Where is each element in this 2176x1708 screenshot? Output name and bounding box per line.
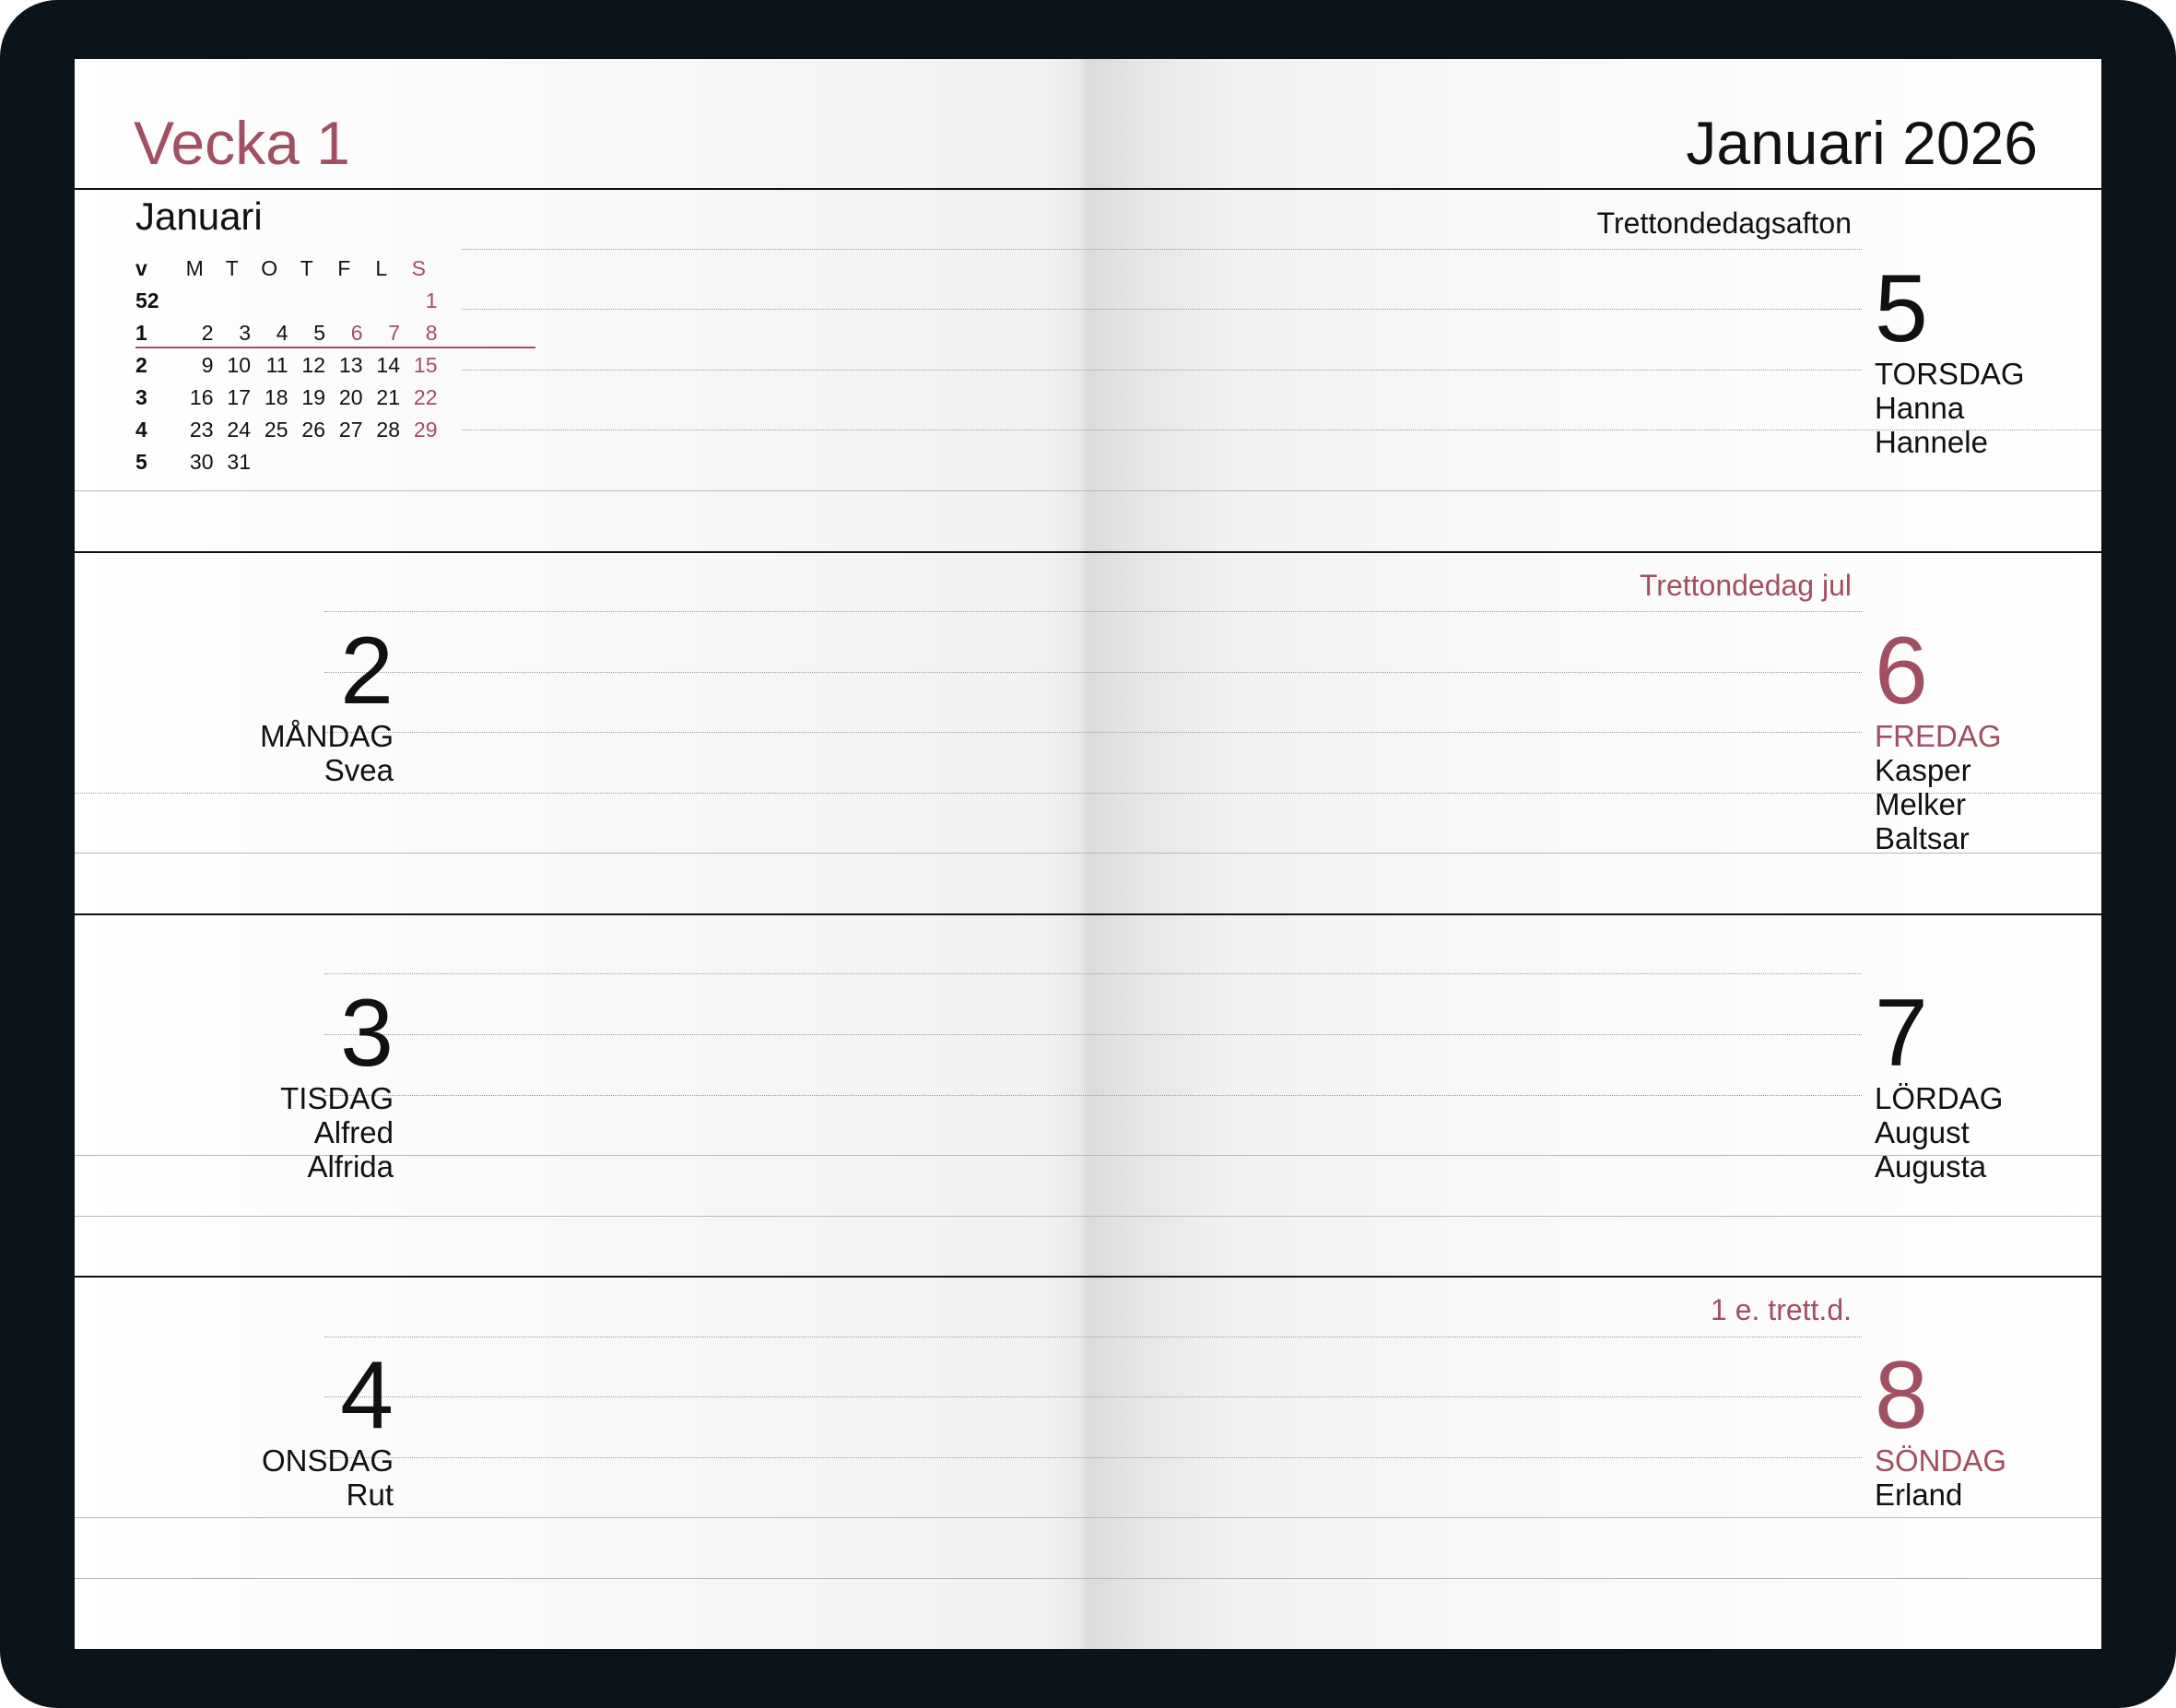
calendar-day: 31	[227, 450, 251, 474]
writing-line	[75, 490, 2101, 491]
mini-calendar-week-row	[135, 349, 523, 382]
day-separator	[75, 913, 2101, 915]
calendar-day: 24	[227, 418, 251, 442]
planner-spread	[75, 59, 2101, 1649]
calendar-day: 12	[301, 353, 325, 377]
writing-line	[324, 672, 1862, 673]
name-day: Svea	[323, 753, 394, 787]
day-block-7	[1875, 980, 2004, 1184]
writing-line	[75, 1517, 2101, 1518]
writing-line	[324, 611, 1862, 612]
day-number: 2	[340, 618, 394, 724]
calendar-day: 10	[227, 353, 251, 377]
weekday-label: FREDAG	[1875, 719, 2002, 753]
weekday-label: TORSDAG	[1875, 357, 2025, 391]
week-column-header: v	[135, 256, 147, 280]
calendar-day: 22	[413, 385, 438, 409]
name-day: Kasper	[1875, 753, 1971, 787]
calendar-day: 14	[376, 353, 400, 377]
calendar-day: 8	[425, 321, 438, 345]
name-day: Augusta	[1875, 1149, 1987, 1184]
writing-line	[462, 370, 1862, 371]
calendar-day: 23	[189, 418, 214, 442]
weekday-label: MÅNDAG	[260, 719, 394, 753]
calendar-day: 26	[301, 418, 325, 442]
header-rule	[75, 188, 2101, 190]
mini-calendar-header	[135, 253, 523, 285]
week-number: 4	[135, 418, 147, 442]
calendar-day: 6	[350, 321, 363, 345]
writing-line	[324, 1457, 1862, 1458]
day-number: 3	[340, 980, 394, 1087]
week-number: 3	[135, 385, 147, 409]
calendar-day: 18	[264, 385, 288, 409]
day-block-2	[260, 618, 394, 787]
name-day: Alfrida	[307, 1149, 394, 1184]
name-day: August	[1875, 1115, 1970, 1149]
day-block-8	[1875, 1342, 2007, 1512]
holiday-label: 1 e. trett.d.	[1711, 1293, 1852, 1326]
holiday-label: Trettondedagsafton	[1596, 206, 1852, 240]
writing-line	[324, 1095, 1862, 1096]
week-number: 2	[135, 353, 147, 377]
writing-line	[75, 1216, 2101, 1217]
name-day: Hannele	[1875, 425, 1988, 459]
calendar-day: 5	[313, 321, 325, 345]
calendar-day: 21	[376, 385, 400, 409]
writing-line	[462, 249, 1862, 250]
calendar-day: 7	[388, 321, 400, 345]
calendar-day: 15	[413, 353, 438, 377]
writing-line	[324, 1034, 1862, 1035]
day-block-6	[1875, 618, 2002, 855]
calendar-day: 11	[265, 353, 288, 377]
name-day: Erland	[1875, 1478, 1963, 1512]
day-number: 7	[1875, 980, 1928, 1087]
name-day: Rut	[346, 1478, 394, 1512]
calendar-day: 16	[189, 385, 214, 409]
mini-calendar	[135, 194, 523, 478]
week-title: Vecka 1	[134, 109, 350, 177]
day-separator	[75, 551, 2101, 553]
day-number: 4	[340, 1342, 394, 1449]
weekday-header: S	[411, 256, 426, 280]
name-day: Baltsar	[1875, 821, 1970, 855]
writing-line	[75, 1578, 2101, 1579]
mini-calendar-week-row	[135, 317, 523, 349]
day-number: 8	[1875, 1342, 1928, 1449]
month-title: Januari 2026	[1686, 109, 2038, 177]
day-block-5	[1875, 255, 2025, 459]
week-number: 52	[135, 289, 159, 312]
holiday-label: Trettondedag jul	[1639, 569, 1852, 602]
writing-line	[324, 732, 1862, 733]
day-block-3	[280, 980, 394, 1184]
weekday-header: F	[337, 256, 351, 280]
calendar-day: 29	[413, 418, 438, 442]
calendar-day: 28	[376, 418, 400, 442]
weekday-label: SÖNDAG	[1875, 1443, 2007, 1478]
name-day: Alfred	[313, 1115, 394, 1149]
weekday-header: M	[185, 256, 204, 280]
weekday-header: O	[261, 256, 278, 280]
calendar-day: 13	[338, 353, 363, 377]
calendar-day: 9	[201, 353, 214, 377]
calendar-day: 30	[189, 450, 214, 474]
writing-line	[324, 1396, 1862, 1397]
calendar-day: 19	[301, 385, 325, 409]
writing-line	[324, 973, 1862, 974]
weekday-label: TISDAG	[280, 1081, 394, 1115]
calendar-day: 27	[338, 418, 363, 442]
weekday-label: LÖRDAG	[1875, 1081, 2004, 1115]
calendar-day: 1	[425, 289, 438, 312]
writing-line	[75, 853, 2101, 854]
mini-calendar-week-row	[135, 414, 523, 446]
calendar-day: 2	[201, 321, 214, 345]
week-number: 1	[135, 321, 147, 345]
calendar-day: 17	[227, 385, 251, 409]
day-block-4	[261, 1342, 394, 1512]
weekday-header: L	[375, 256, 388, 280]
day-number: 5	[1875, 255, 1928, 362]
weekday-header: T	[300, 256, 313, 280]
mini-calendar-title: Januari	[135, 194, 263, 238]
weekday-label: ONSDAG	[261, 1443, 394, 1478]
calendar-day: 3	[239, 321, 251, 345]
mini-calendar-week-row	[135, 285, 523, 317]
calendar-day: 20	[338, 385, 363, 409]
mini-calendar-week-row	[135, 382, 523, 414]
name-day: Melker	[1875, 787, 1967, 821]
week-number: 5	[135, 450, 147, 474]
weekday-header: T	[225, 256, 239, 280]
day-number: 6	[1875, 618, 1928, 724]
name-day: Hanna	[1875, 391, 1965, 425]
mini-calendar-week-row	[135, 446, 523, 478]
writing-line	[75, 793, 2101, 794]
writing-line	[462, 309, 1862, 310]
day-separator	[75, 1276, 2101, 1278]
calendar-day: 25	[264, 418, 288, 442]
calendar-day: 4	[276, 321, 288, 345]
